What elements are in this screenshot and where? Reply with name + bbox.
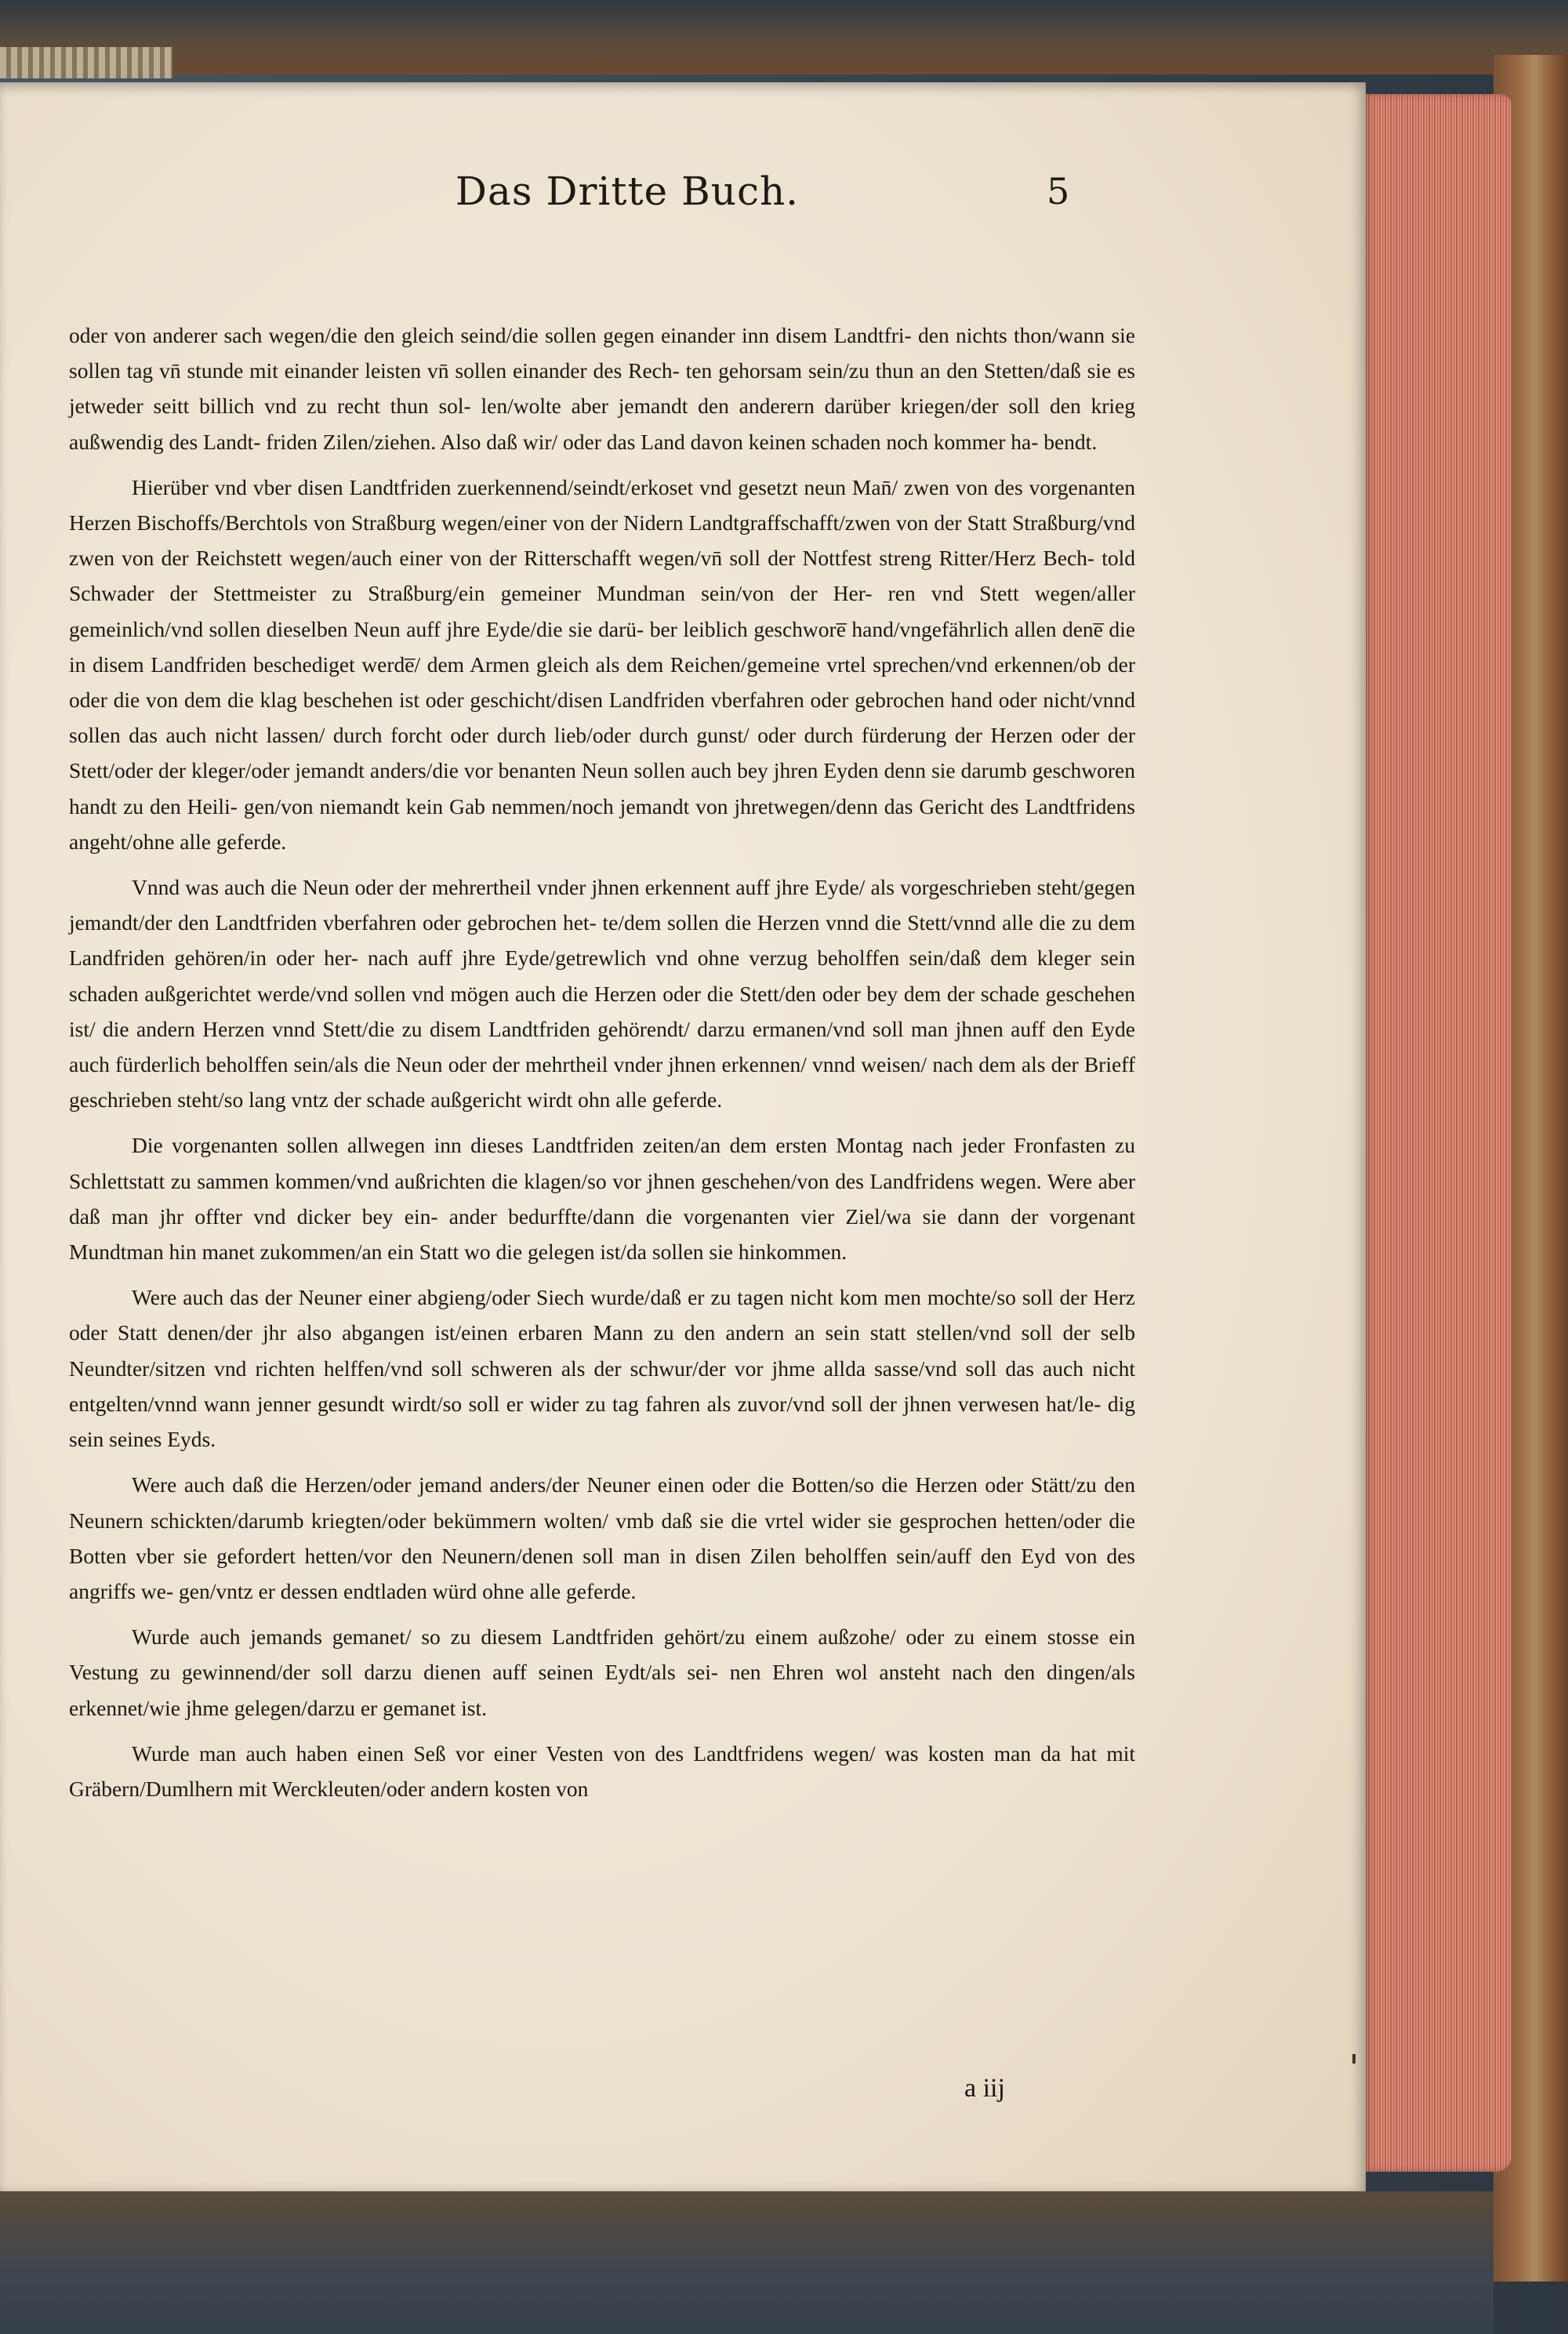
paragraph: oder von anderer sach wegen/die den gleich seind/die sollen gegen einander inn disem Landtfri- den nichts thon/wann sie sollen tag vn̄ stunde mit einander leisten vn̄ sollen einander des Rech- ten gehorsam sein/zu thun an den Stetten/daß sie es jetweder seitt billich vnd zu recht thun sol- len/wolte aber jemandt den anderern darüber kriegen/der soll den krieg außwendig des Landt- friden Zilen/ziehen. Also daß wir/ oder das Land davon keinen schaden noch kommer ha- bendt. [69, 323, 1135, 454]
book-headband [0, 47, 172, 78]
book-bottom-board [0, 2191, 1494, 2334]
margin-mark [1352, 2054, 1356, 2064]
paragraph: Die vorgenanten sollen allwegen inn dieses Landtfriden zeiten/an dem ersten Montag nach jeder Fronfasten zu Schlettstatt zu sammen kommen/vnd außrichten die klagen/so vor jhnen geschehen/von des Landfridens wegen. Were aber daß man jhr offter vnd dicker bey ein- ander bedurffte/dann die vorgenanten vier Ziel/wa sie dann der vorgenant Mundtman hin manet zukommen/an ein Statt wo die gelegen ist/da sollen sie hinkommen. [69, 1133, 1135, 1265]
signature-mark: a iij [964, 2074, 1005, 2103]
book-page [0, 82, 1366, 2191]
paragraph: Wurde auch jemands gemanet/ so zu diesem Landtfriden gehört/zu einem außzohe/ oder zu einem stosse ein Vestung zu gewinnend/der soll darzu dienen auff seinen Eydt/als sei- nen Ehren wol ansteht nach den dingen/als erkennet/wie jhme gelegen/darzu er gemanet ist. [69, 1624, 1135, 1720]
folio-number: 5 [1047, 170, 1070, 212]
page-body [69, 318, 1135, 1817]
page-fore-edge [1363, 94, 1512, 2172]
running-title: Das Dritte Buch. [455, 169, 800, 214]
paragraph: Wurde man auch haben einen Seß vor einer Vesten von des Landtfridens wegen/ was kosten man da hat mit Gräbern/Dumlhern mit Werckleuten/oder andern kosten von [69, 1741, 1135, 1801]
paragraph: Vnnd was auch die Neun oder der mehrertheil vnder jhnen erkennent auff jhre Eyde/ als vorgeschrieben steht/gegen jemandt/der den Landtfriden vberfahren oder gebrochen het- te/dem sollen die Herzen vnnd die Stett/vnnd alle die zu dem Landfriden gehören/in oder her- nach auff jhre Eyde/getrewlich vnd ohne verzug beholffen sein/daß dem kleger sein schaden außgerichtet werde/vnd sollen vnd mögen auch die Herzen oder die Stett/den oder bey dem der schade geschehen ist/ die andern Herzen vnnd Stett/die zu disem Landtfriden gehörendt/ darzu ermanen/vnd soll man jhnen auff den Eyde auch fürderlich beholffen sein/als die Neun oder der mehrtheil vnder jhnen erkennen/ vnnd weisen/ nach dem als der Brieff geschrieben steht/so lang vntz der schade außgericht wirdt ohn alle geferde. [69, 875, 1135, 1113]
book-top-board [0, 0, 1568, 74]
paragraph: Were auch daß die Herzen/oder jemand anders/der Neuner einen oder die Botten/so die Herzen oder Stätt/zu den Neunern schickten/darumb kriegten/oder bekümmern wolten/ vmb daß sie die vrtel wider sie gesprochen hetten/oder die Botten vber sie gefordert hetten/vor den Neunern/denen soll man in disen Zilen beholffen sein/auff den Eyd von des angriffs we- gen/vntz er dessen endtladen würd ohne alle geferde. [69, 1472, 1135, 1603]
paragraph: Hierüber vnd vber disen Landtfriden zuerkennend/seindt/erkoset vnd gesetzt neun Man̄/ zwen von des vorgenanten Herzen Bischoffs/Berchtols von Straßburg wegen/einer von der Nidern Landtgraffschafft/zwen von der Statt Straßburg/vnd zwen von der Reichstett wegen/auch einer von der Ritterschafft wegen/vn̄ soll der Nottfest streng Ritter/Herz Bech- told Schwader der Stettmeister zu Straßburg/ein gemeiner Mundman sein/von der Her- ren vnd Stett wegen/aller gemeinlich/vnd sollen dieselben Neun auff jhre Eyde/die sie darü- ber leiblich geschwore̅ hand/vngefährlich allen dene̅ die in disem Landfriden beschediget werde̅/ dem Armen gleich als dem Reichen/gemeine vrtel sprechen/vnd erkennen/ob der oder die von dem die klag beschehen ist oder geschicht/disen Landfriden vberfahren oder gebrochen hand oder nicht/vnnd sollen das auch nicht lassen/ durch forcht oder durch lieb/oder durch gunst/ oder durch fürderung der Herzen oder der Stett/oder der kleger/oder jemandt anders/die vor benanten Neun sollen auch bey jhren Eyden denn sie darumb geschworen handt zu den Heili- gen/von niemandt kein Gab nemmen/noch jemandt von jhretwegen/denn das Gericht des Landtfridens angeht/ohne alle geferde. [69, 474, 1135, 854]
paragraph: Were auch das der Neuner einer abgieng/oder Siech wurde/daß er zu tagen nicht kom men mochte/so soll der Herz oder Statt denen/der jhr also abgangen ist/einen erbaren Mann zu den andern an sein statt stellen/vnd soll der selb Neundter/sitzen vnd richten helffen/vnd soll schweren als der schwur/der vor jhme allda sasse/vnd soll das auch nicht entgelten/vnnd wann jenner gesundt wirdt/so soll er wider zu tag fahren als zuvor/vnd soll der jhnen verwesen hat/le- dig sein seines Eyds. [69, 1285, 1135, 1452]
